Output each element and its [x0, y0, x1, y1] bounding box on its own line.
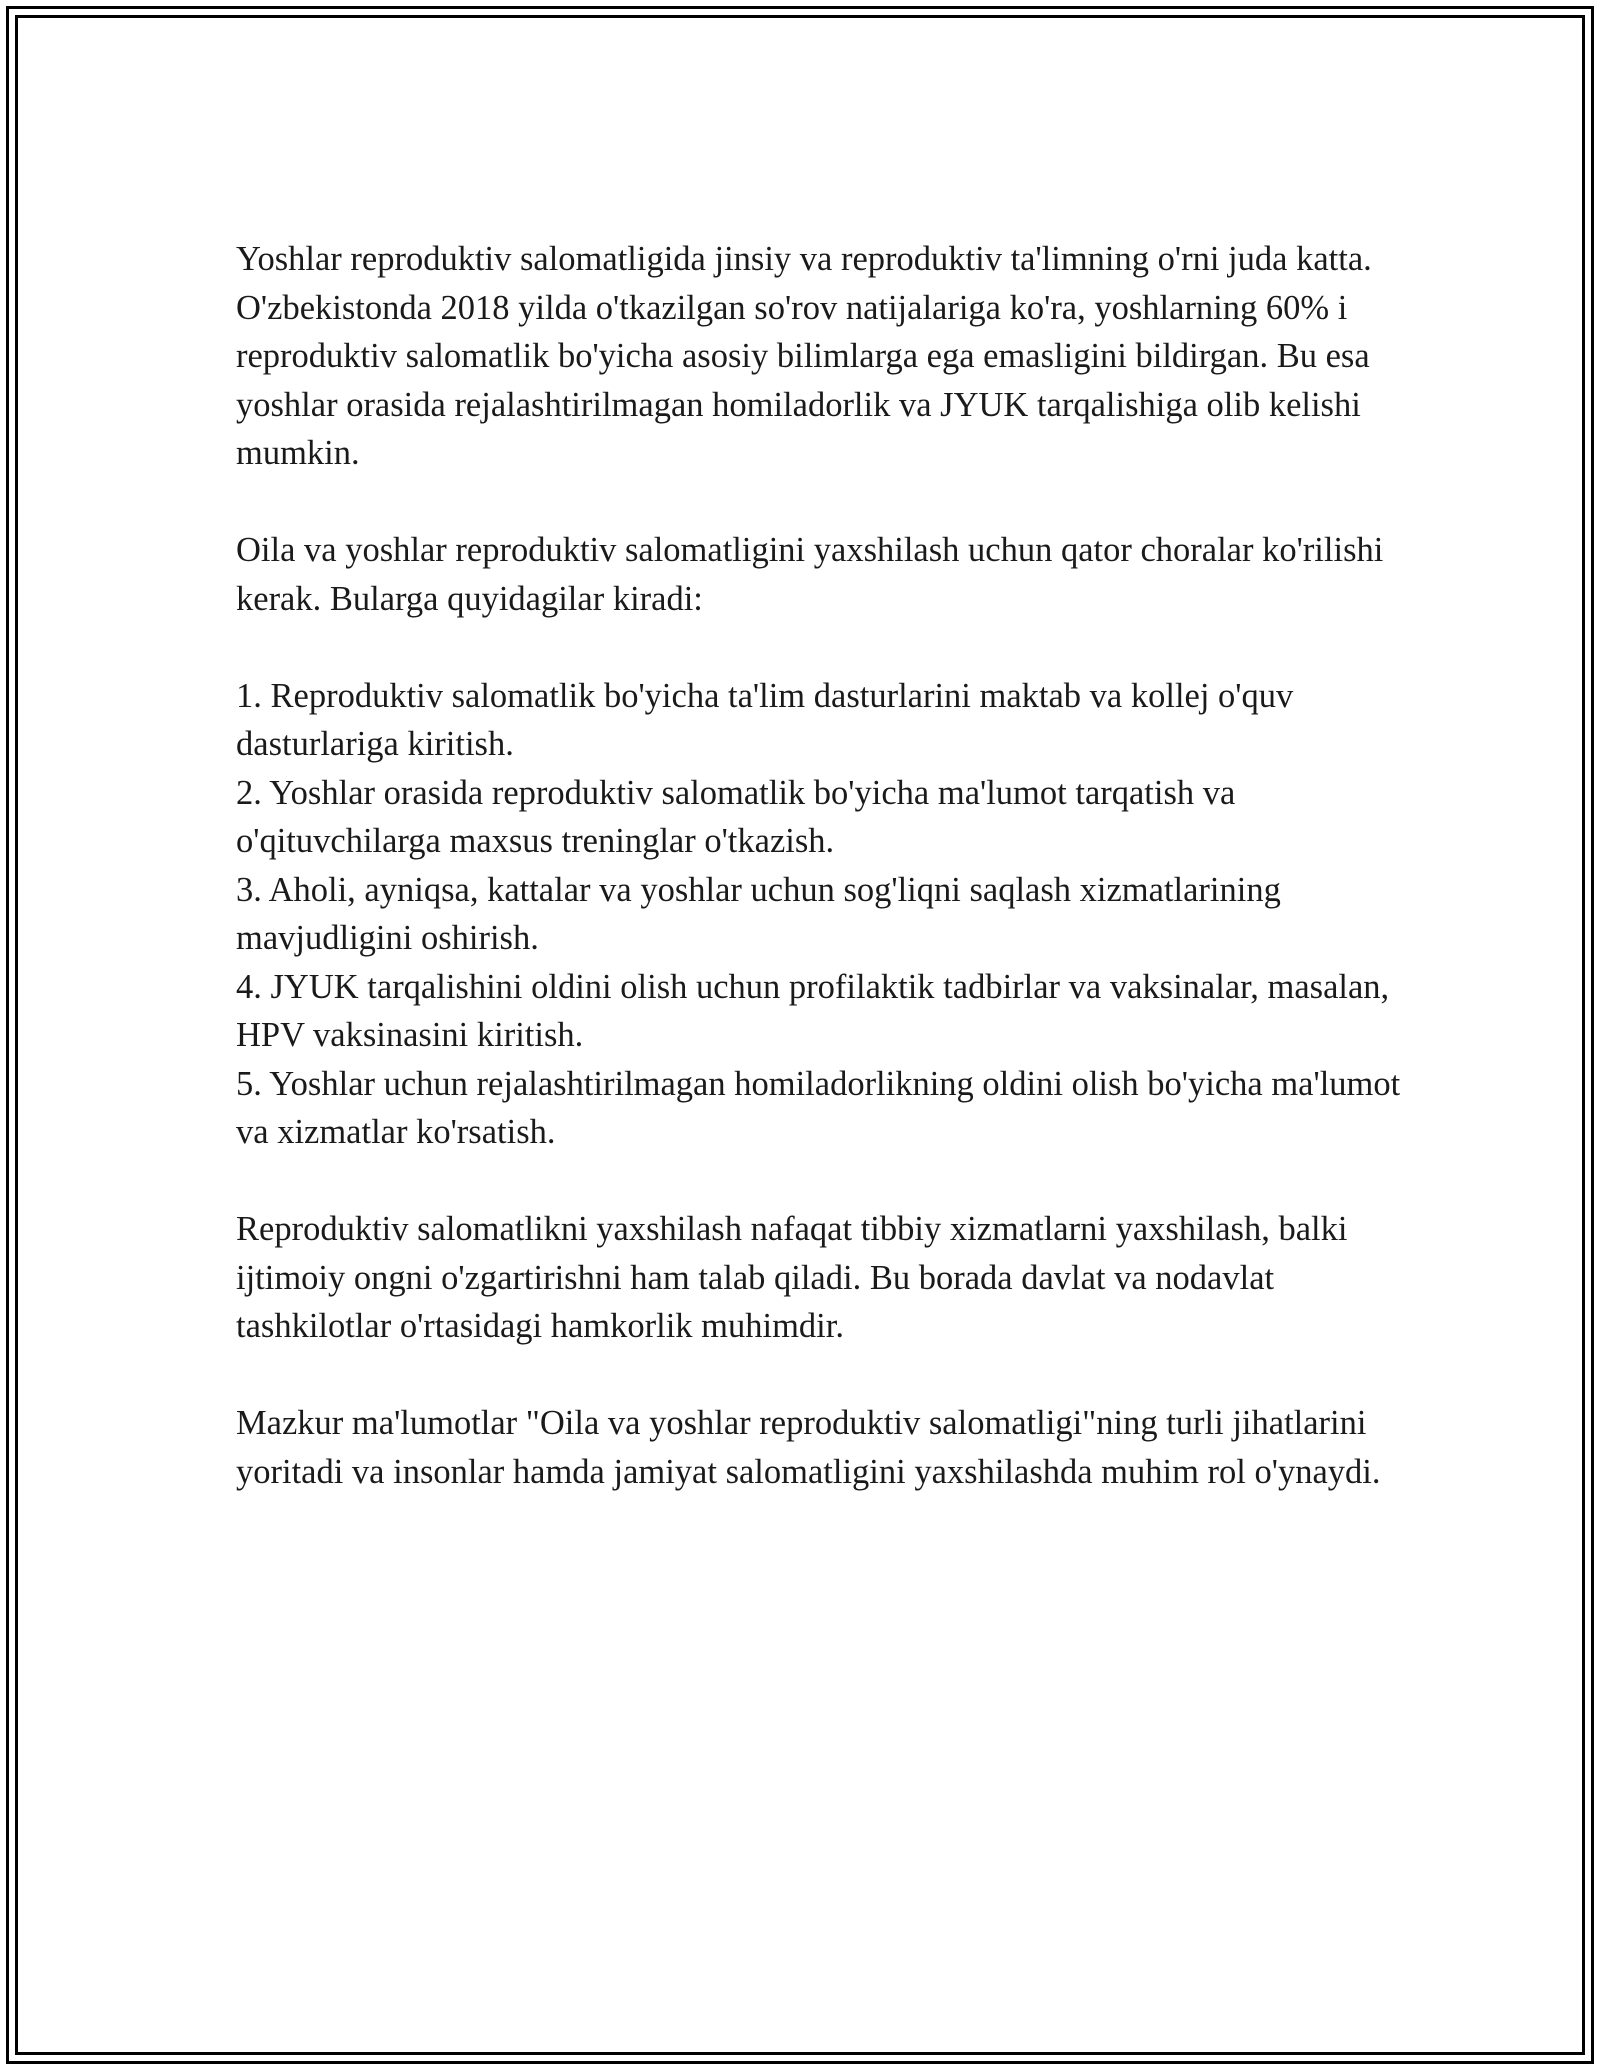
list-item: 3. Aholi, ayniqsa, kattalar va yoshlar uchun sog'liqni saqlash xizmatlarining mavjudligini oshirish.	[236, 870, 1281, 957]
list-item: 1. Reproduktiv salomatlik bo'yicha ta'lim dasturlarini maktab va kollej o'quv dasturlariga kiritish.	[236, 676, 1294, 763]
list-item: 4. JYUK tarqalishini oldini olish uchun profilaktik tadbirlar va vaksinalar, masalan, HPV vaksinasini kiritish.	[236, 967, 1390, 1054]
paragraph-intro: Yoshlar reproduktiv salomatligida jinsiy va reproduktiv ta'limning o'rni juda katta. O'zbekistonda 2018 yilda o'tkazilgan so'rov natijalariga ko'ra, yoshlarning 60% i reproduktiv salomatlik bo'yicha asosiy bilimlarga ega emasligini bildirgan. Bu esa yoshlar orasida rejalashtirilmagan homiladorlik va JYUK tarqalishiga olib kelishi mumkin.	[236, 240, 1372, 472]
paragraph-cooperation: Reproduktiv salomatlikni yaxshilash nafaqat tibbiy xizmatlarni yaxshilash, balki ijtimoiy ongni o'zgartirishni ham talab qiladi. Bu borada davlat va nodavlat tashkilotlar o'rtasidagi hamkorlik muhimdir.	[236, 1210, 1348, 1345]
list-item: 5. Yoshlar uchun rejalashtirilmagan homiladorlikning oldini olish bo'yicha ma'lumot va xizmatlar ko'rsatish.	[236, 1064, 1401, 1151]
measures-list	[236, 672, 1416, 1157]
paragraph-measures: Oila va yoshlar reproduktiv salomatligini yaxshilash uchun qator choralar ko'rilishi kerak. Bularga quyidagilar kiradi:	[236, 531, 1384, 618]
list-item: 2. Yoshlar orasida reproduktiv salomatlik bo'yicha ma'lumot tarqatish va o'qituvchilarga maxsus treninglar o'tkazish.	[236, 773, 1236, 860]
paragraph-conclusion: Mazkur ma'lumotlar "Oila va yoshlar reproduktiv salomatligi"ning turli jihatlarini yoritadi va insonlar hamda jamiyat salomatligini yaxshilashda muhim rol o'ynaydi.	[236, 1404, 1381, 1491]
document-body	[236, 235, 1416, 1545]
